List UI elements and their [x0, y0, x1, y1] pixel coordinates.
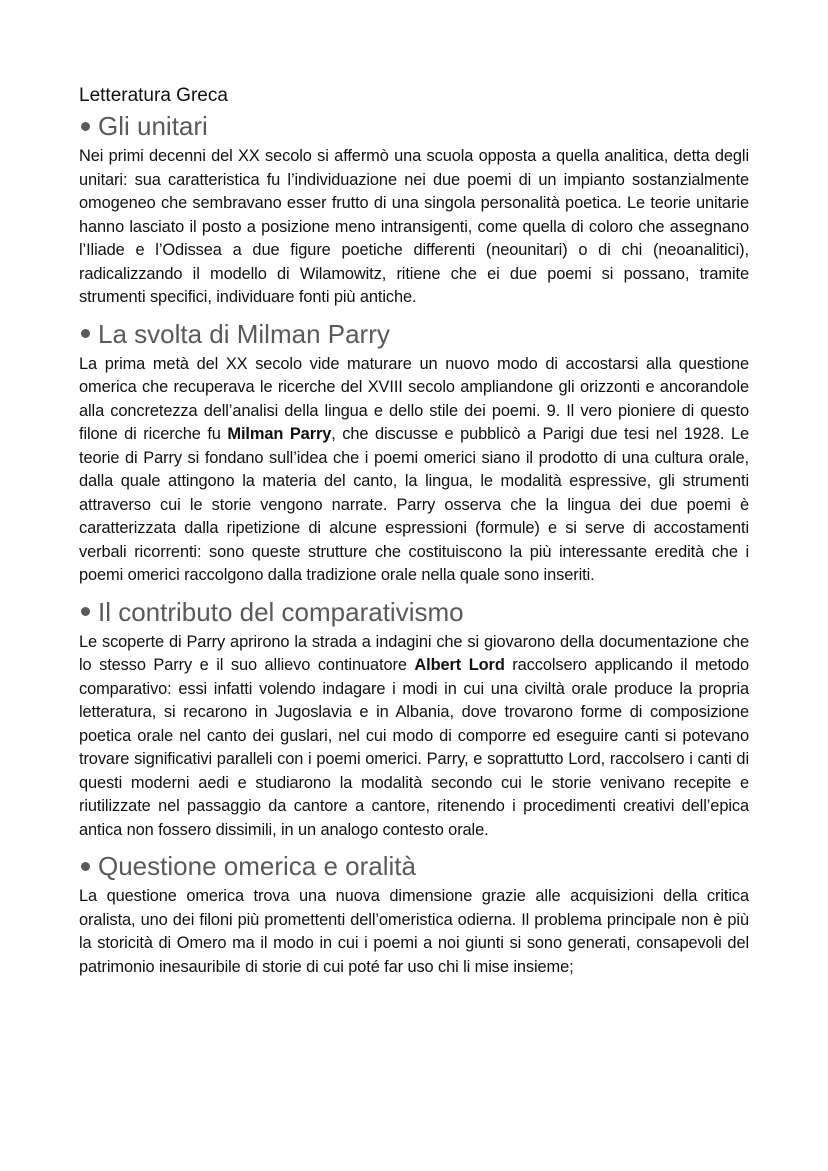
paragraph-text: raccolsero applicando il metodo comparativo: essi infatti volendo indagare i modi in cui una civiltà orale produce la propria letteratura, si recarono in Jugoslavia e in Albania, dove trovarono forme di composizione poetica orale nel canto dei guslari, nel cui modo di comporre ed eseguire canti si potevano trovare significativi paralleli con i poemi omerici. Parry, e soprattutto Lord, raccolsero i canti di questi moderni aedi e studiarono la modalità secondo cui le storie venivano recepite e riutilizzate nel passaggio da cantore a cantore, ritenendo i procedimenti creativi dell’epica antica non fossero dissimili, in un analogo contesto orale. [79, 656, 749, 839]
bullet-icon [81, 862, 90, 871]
section-heading-text: Il contributo del comparativismo [98, 596, 464, 627]
section-paragraph [79, 885, 749, 979]
bold-name: Milman Parry [227, 425, 332, 443]
section-heading [79, 596, 749, 628]
document-title: Letteratura Greca [79, 85, 228, 106]
section-heading [79, 850, 749, 882]
section-paragraph [79, 353, 749, 588]
bullet-icon [81, 607, 90, 616]
section-paragraph [79, 631, 749, 843]
section-paragraph [79, 145, 749, 310]
bullet-icon [81, 122, 90, 131]
bold-name: Albert Lord [414, 656, 505, 674]
section-heading [79, 110, 749, 142]
paragraph-text: Le scoperte di Parry aprirono la strada a indagini che si giovarono della documentazione che lo stesso Parry e il suo allievo continuatore [79, 632, 749, 674]
paragraph-text: , che discusse e pubblicò a Parigi due tesi nel 1928. Le teorie di Parry si fondano sull’idea che i poemi omerici siano il prodotto di una cultura orale, dalla quale attingono la materia del canto, la lingua, le modalità espressive, gli strumenti attraverso cui le storie vengono narrate. Parry osserva che la lingua dei due poemi è caratterizzata dalla ripetizione di alcune espressioni (formule) e si serve di accostamenti verbali ricorrenti: sono queste strutture che costituiscono la più interessante eredità che i poemi omerici raccolgono dalla tradizione orale nella quale sono inseriti. [79, 425, 749, 584]
section-heading-text: Questione omerica e oralità [98, 851, 416, 881]
section-heading [79, 318, 749, 350]
section-heading-text: La svolta di Milman Parry [98, 318, 390, 349]
section-heading-text: Gli unitari [98, 111, 208, 141]
sections-container [79, 110, 749, 979]
paragraph-text: Nei primi decenni del XX secolo si affermò una scuola opposta a quella analitica, detta degli unitari: sua caratteristica fu l’individuazione nei due poemi di un impianto sostanzialmente omogeneo che sembravano esser frutto di una singola personalità poetica. Le teorie unitarie hanno lasciato il posto a posizione meno intransigenti, come quella di coloro che assegnano l’Iliade e l’Odissea a due figure poetiche differenti (neounitari) o di chi (neoanalitici), radicalizzando il modello di Wilamowitz, ritiene che ei due poemi si possano, tramite strumenti specifici, individuare fonti più antiche. [79, 147, 749, 306]
paragraph-text: La questione omerica trova una nuova dimensione grazie alle acquisizioni della critica oralista, uno dei filoni più promettenti dell’omeristica odierna. Il problema principale non è più la storicità di Omero ma il modo in cui i poemi a noi giunti si sono generati, consapevoli del patrimonio inesauribile di storie di cui poté far uso chi li mise insieme; [79, 887, 749, 976]
paragraph-text: La prima metà del XX secolo vide maturare un nuovo modo di accostarsi alla questione omerica che recuperava le ricerche del XVIII secolo ampliandone gli orizzonti e ancorandole alla concretezza dell’analisi della lingua e dello stile dei poemi. 9. Il vero pioniere di questo filone di ricerche fu [79, 354, 749, 443]
bullet-icon [81, 329, 90, 338]
